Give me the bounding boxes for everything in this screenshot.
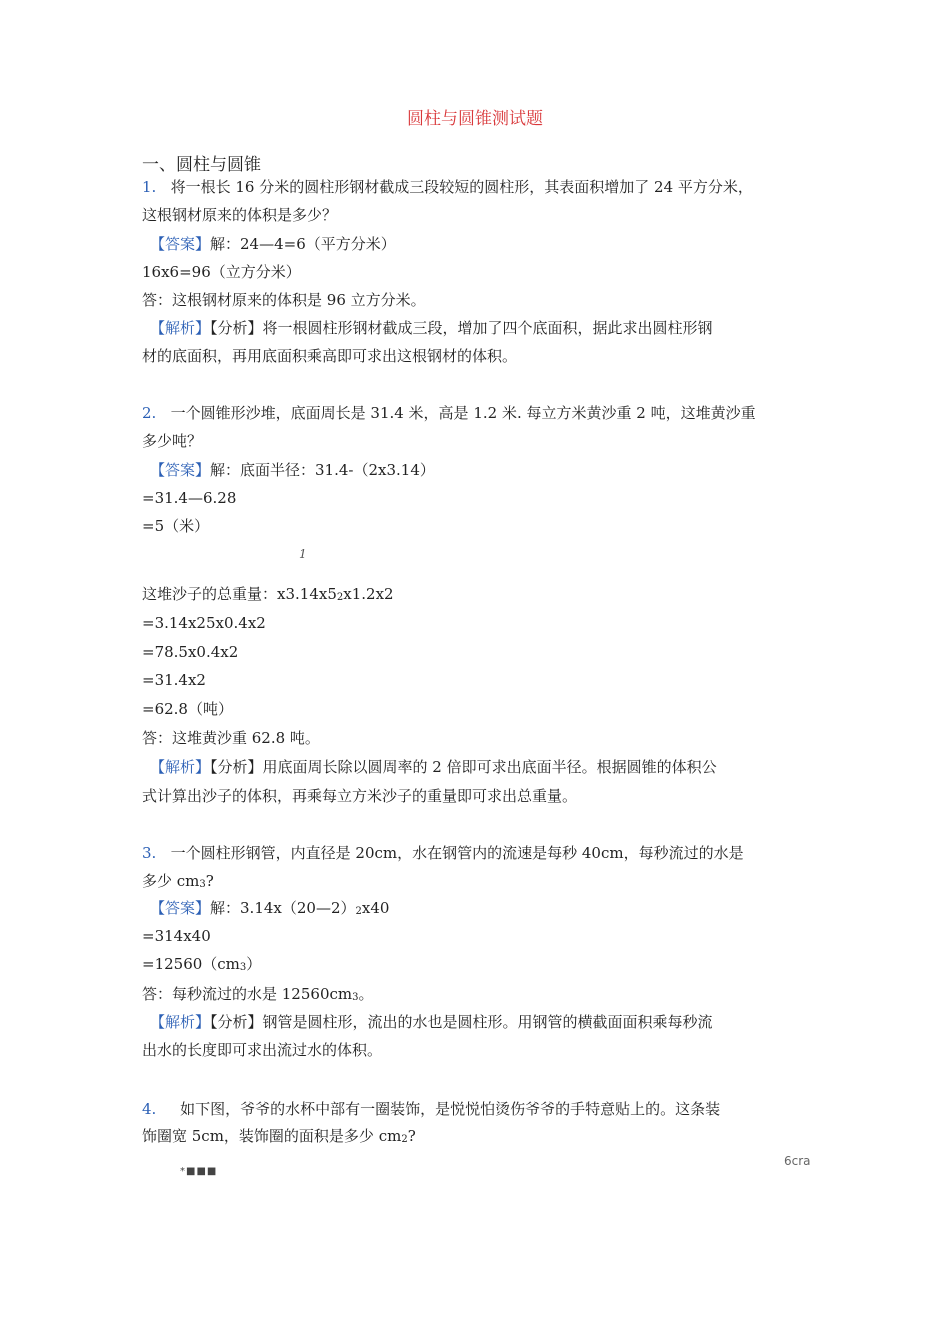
fraction-numerator: 1 [299, 547, 307, 561]
answer-2-line-4: 这堆沙子的总重量：x3.14x52x1.2x2 [142, 585, 394, 603]
answer-tag: 【答案】 [150, 899, 211, 917]
answer-tag: 【答案】 [150, 461, 211, 479]
question-number: 4. [142, 1100, 157, 1118]
question-number: 1. [142, 178, 157, 196]
analysis-tag: 【解析】 [150, 1013, 211, 1031]
question-1-line-2: 这根钢材原来的体积是多少？ [142, 206, 338, 224]
analysis-3-line-1: 【解析】【分析】钢管是圆柱形，流出的水也是圆柱形。用钢管的横截面面积乘每秒流 [150, 1013, 713, 1031]
analysis-1-line-2: 材的底面积，再用底面积乘高即可求出这根钢材的体积。 [142, 347, 518, 365]
analysis-tag: 【解析】 [150, 319, 211, 337]
answer-1-line-1: 【答案】解：24—4=6（平方分米） [150, 235, 396, 253]
question-3-line-1: 3. 一个圆柱形钢管，内直径是 20cm，水在钢管内的流速是每秒 40cm，每秒流过的水是 [142, 844, 744, 862]
section-heading: 一、圆柱与圆锥 [142, 155, 261, 175]
analysis-1-line-1: 【解析】【分析】将一根圆柱形钢材截成三段，增加了四个底面积，据此求出圆柱形钢 [150, 319, 713, 337]
answer-1-line-3: 答：这根钢材原来的体积是 96 立方分米。 [142, 291, 426, 309]
answer-3-line-4: 答：每秒流过的水是 12560cm3。 [142, 985, 374, 1003]
page-title: 圆柱与圆锥测试题 [407, 109, 543, 129]
analysis-tag: 【解析】 [150, 758, 211, 776]
analysis-2-line-1: 【解析】【分析】用底面周长除以圆周率的 2 倍即可求出底面半径。根据圆锥的体积公 [150, 758, 717, 776]
answer-2-line-1: 【答案】解：底面半径：31.4-（2x3.14） [150, 461, 435, 479]
answer-2-line-3: =5（米） [142, 517, 210, 535]
answer-2-line-6: =78.5x0.4x2 [142, 643, 239, 661]
answer-1-line-2: 16x6=96（立方分米） [142, 263, 301, 281]
question-1-line-1: 1. 将一根长 16 分米的圆柱形钢材截成三段较短的圆柱形，其表面积增加了 24 平方分米， [142, 178, 753, 196]
analysis-3-line-2: 出水的长度即可求出流过水的体积。 [142, 1041, 383, 1059]
question-4-line-2: 饰圈宽 5cm，装饰圈的面积是多少 cm2? [142, 1127, 416, 1145]
question-number: 3. [142, 844, 157, 862]
answer-2-line-8: =62.8（吨） [142, 700, 233, 718]
figure-label: 6cra [784, 1154, 811, 1168]
question-2-line-1: 2. 一个圆锥形沙堆，底面周长是 31.4 米，高是 1.2 米. 每立方米黄沙重 2 吨，这堆黄沙重 [142, 404, 756, 422]
figure-mark: *■■■ [180, 1166, 218, 1177]
question-2-line-2: 多少吨？ [142, 432, 203, 450]
answer-tag: 【答案】 [150, 235, 211, 253]
answer-2-line-2: =31.4—6.28 [142, 489, 237, 507]
answer-2-line-5: =3.14x25x0.4x2 [142, 614, 266, 632]
answer-3-line-3: =12560（cm3） [142, 955, 262, 973]
question-3-line-2: 多少 cm3? [142, 872, 214, 890]
answer-2-line-7: =31.4x2 [142, 671, 206, 689]
analysis-2-line-2: 式计算出沙子的体积，再乘每立方米沙子的重量即可求出总重量。 [142, 787, 578, 805]
answer-3-line-1: 【答案】解：3.14x（20—2）2x40 [150, 899, 390, 917]
answer-3-line-2: =314x40 [142, 927, 211, 945]
answer-2-line-9: 答：这堆黄沙重 62.8 吨。 [142, 729, 320, 747]
question-number: 2. [142, 404, 157, 422]
question-4-line-1: 4. 如下图，爷爷的水杯中部有一圈装饰，是悦悦怕烫伤爷爷的手特意贴上的。这条装 [142, 1100, 721, 1118]
